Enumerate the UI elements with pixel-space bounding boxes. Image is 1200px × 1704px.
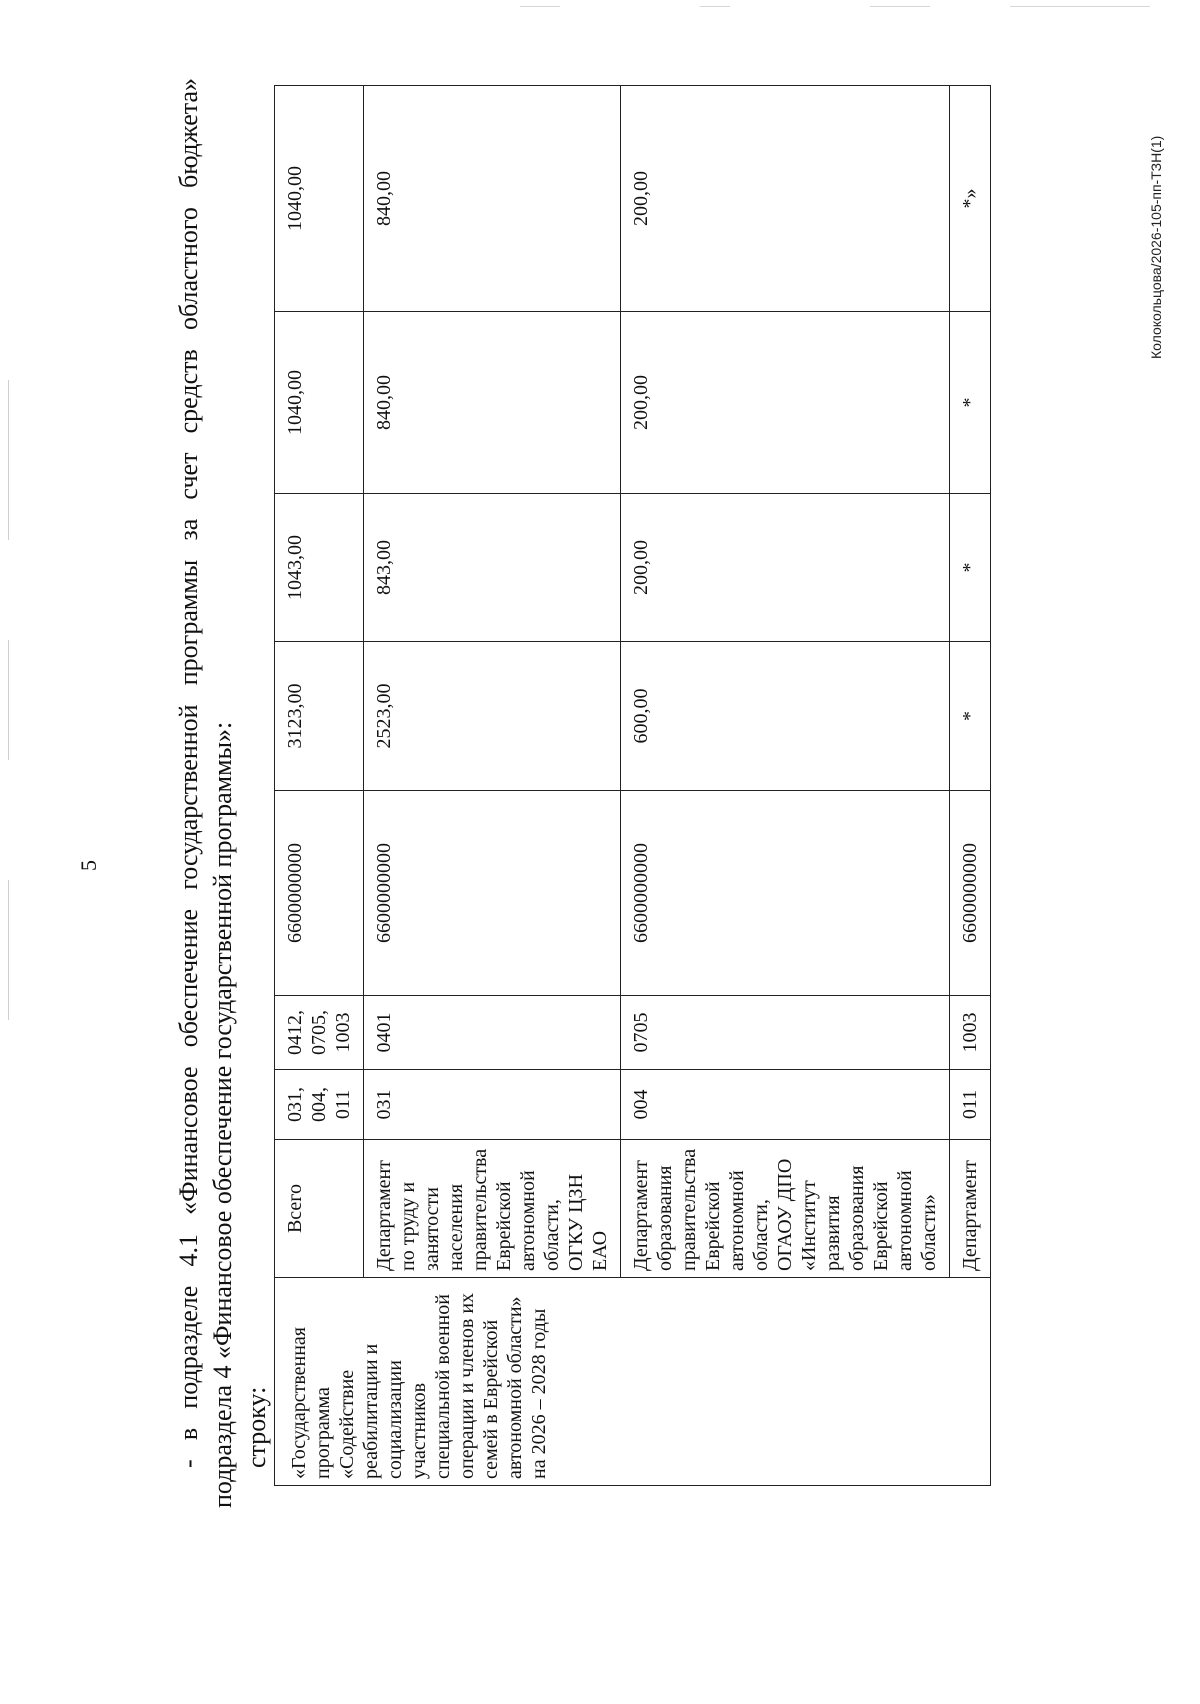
year-2028-cell: 1040,00 [275, 86, 364, 312]
executor-cell: Департамент по труду и занятости населения правительства Еврейской автономной области, ОГКУ ЦЗН ЕАО [364, 1140, 621, 1278]
executor-cell: Департамент [950, 1140, 991, 1278]
csr-cell: 6600000000 [275, 791, 364, 996]
page-number: 5 [76, 860, 101, 871]
grbs-cell: 031 [364, 1070, 621, 1140]
grbs-cell: 011 [950, 1070, 991, 1140]
year-2026-cell: * [950, 494, 991, 642]
intro-line-3: строку: [242, 1386, 271, 1468]
year-2027-cell: 200,00 [621, 312, 950, 494]
year-2028-cell: 840,00 [364, 86, 621, 312]
year-2026-cell: 1043,00 [275, 494, 364, 642]
total-cell: * [950, 642, 991, 791]
year-2026-cell: 200,00 [621, 494, 950, 642]
year-2027-cell: 1040,00 [275, 312, 364, 494]
executor-cell: Всего [275, 1140, 364, 1278]
intro-line-1: - в подразделе 4.1 «Финансовое обеспечение государственной программы за счет средств областного бюджета» [174, 78, 203, 1468]
table-row [275, 86, 364, 1486]
total-cell: 2523,00 [364, 642, 621, 791]
intro-line-2: подраздела 4 «Финансовое обеспечение государственной программы»: [208, 721, 237, 1508]
grbs-cell: 031, 004, 011 [275, 1070, 364, 1140]
year-2028-cell: 200,00 [621, 86, 950, 312]
executor-cell: Департамент образования правительства Еврейской автономной области, ОГАОУ ДПО «Институт развития образования Еврейской автономной области» [621, 1140, 950, 1278]
year-2026-cell: 843,00 [364, 494, 621, 642]
rzpr-cell: 0412, 0705, 1003 [275, 996, 364, 1070]
table-row [950, 86, 991, 1486]
year-2027-cell: * [950, 312, 991, 494]
total-cell: 600,00 [621, 642, 950, 791]
grbs-cell: 004 [621, 1070, 950, 1140]
csr-cell: 6600000000 [621, 791, 950, 996]
rzpr-cell: 0705 [621, 996, 950, 1070]
intro-paragraph [172, 78, 274, 1508]
year-2027-cell: 840,00 [364, 312, 621, 494]
program-name-cell: «Государственная программа «Содействие реабилитации и социализации участников специальной военной операции и членов их семей в Еврейской автономной области» на 2026 – 2028 годы [275, 1278, 991, 1486]
rzpr-cell: 0401 [364, 996, 621, 1070]
csr-cell: 6600000000 [364, 791, 621, 996]
total-cell: 3123,00 [275, 642, 364, 791]
year-2028-cell: *» [950, 86, 991, 312]
footer-document-code: Колокольцова/2026-105-пп-ТЗН(1) [1148, 135, 1164, 359]
csr-cell: 6600000000 [950, 791, 991, 996]
rzpr-cell: 1003 [950, 996, 991, 1070]
table-row [621, 86, 950, 1486]
financing-table [274, 85, 991, 1486]
table-row [364, 86, 621, 1486]
